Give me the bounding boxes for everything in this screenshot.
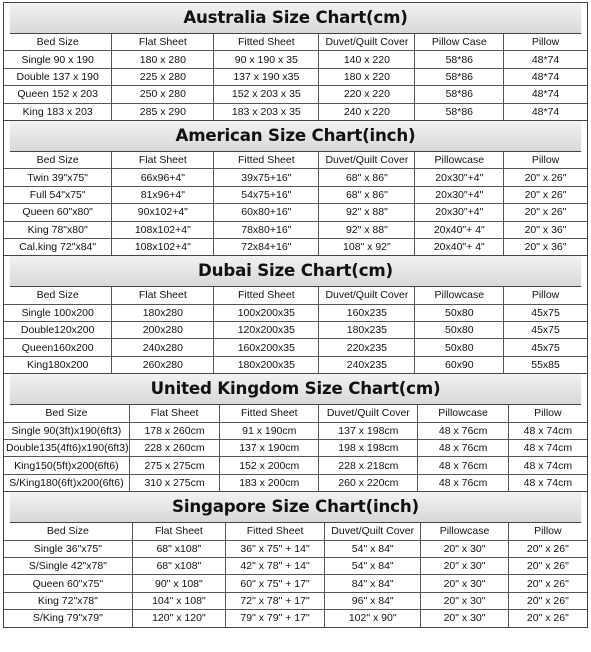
- table-row: [4, 610, 587, 627]
- table-cell: 48*74: [504, 51, 587, 68]
- table-header-row: [4, 523, 587, 540]
- table-row: [4, 169, 587, 186]
- table-cell: 137 x 198cm: [319, 422, 418, 439]
- table-cell: Single 36"x75": [4, 540, 132, 557]
- table-row: [4, 221, 587, 238]
- table-cell: 180x280: [112, 304, 214, 321]
- table-cell: King 183 x 203: [4, 103, 112, 120]
- table-cell: 60x90: [415, 356, 504, 373]
- size-table: [4, 523, 587, 626]
- table-cell: 48 x 74cm: [508, 474, 587, 491]
- table-cell: 54x75+16": [214, 186, 319, 203]
- table-cell: 260x280: [112, 356, 214, 373]
- table-row: [4, 304, 587, 321]
- table-cell: 92" x 88": [319, 204, 415, 221]
- table-cell: S/King180(6ft)x200(6ft6): [4, 474, 129, 491]
- table-cell: 20x30"+4": [415, 169, 504, 186]
- table-cell: 58*86: [415, 86, 504, 103]
- table-row: [4, 204, 587, 221]
- table-cell: 50x80: [415, 339, 504, 356]
- header-cell: Pillow: [504, 287, 587, 304]
- table-cell: 220x235: [319, 339, 415, 356]
- table-cell: 91 x 190cm: [220, 422, 319, 439]
- table-cell: 78x80+16": [214, 221, 319, 238]
- header-cell: Bed Size: [4, 523, 132, 540]
- header-cell: Fitted Sheet: [214, 287, 319, 304]
- header-cell: Fitted Sheet: [226, 523, 325, 540]
- american-size-chart: [3, 120, 588, 255]
- table-cell: 50x80: [415, 304, 504, 321]
- united-kingdom-size-chart: [3, 373, 588, 491]
- table-cell: Queen 60"x75": [4, 575, 132, 592]
- table-cell: 68" x 86": [319, 169, 415, 186]
- table-cell: 108x102+4": [112, 238, 214, 255]
- size-table: [4, 152, 587, 255]
- table-cell: King 78"x80": [4, 221, 112, 238]
- table-cell: 225 x 280: [112, 68, 214, 85]
- header-cell: Pillow: [508, 405, 587, 422]
- table-cell: 79" x 79" + 17": [226, 610, 325, 627]
- table-cell: 20" x 30": [421, 575, 508, 592]
- table-cell: 90" x 108": [132, 575, 225, 592]
- header-cell: Duvet/Quilt Cover: [319, 405, 418, 422]
- table-cell: 180 x 220: [319, 68, 415, 85]
- table-header-row: [4, 287, 587, 304]
- table-cell: 180x235: [319, 322, 415, 339]
- table-cell: 92" x 88": [319, 221, 415, 238]
- section-title: Australia Size Chart(cm): [10, 3, 581, 34]
- table-row: [4, 186, 587, 203]
- singapore-size-chart: [3, 491, 588, 627]
- table-cell: 48 x 74cm: [508, 422, 587, 439]
- table-cell: 54" x 84": [325, 557, 421, 574]
- table-cell: 20" x 36": [504, 221, 587, 238]
- table-cell: 68" x 86": [319, 186, 415, 203]
- table-cell: 285 x 290: [112, 103, 214, 120]
- table-cell: 45x75: [504, 322, 587, 339]
- table-cell: 228 x 218cm: [319, 457, 418, 474]
- header-cell: Bed Size: [4, 152, 112, 169]
- header-cell: Flat Sheet: [129, 405, 219, 422]
- header-cell: Bed Size: [4, 405, 129, 422]
- table-cell: 20" x 26": [508, 557, 587, 574]
- table-row: [4, 575, 587, 592]
- table-cell: 20" x 26": [508, 575, 587, 592]
- header-cell: Pillowcase: [415, 287, 504, 304]
- table-cell: 20" x 36": [504, 238, 587, 255]
- table-cell: 42" x 78" + 14": [226, 557, 325, 574]
- table-cell: 160x235: [319, 304, 415, 321]
- table-cell: 108" x 92": [319, 238, 415, 255]
- table-cell: Queen160x200: [4, 339, 112, 356]
- table-cell: Single 90 x 190: [4, 51, 112, 68]
- table-cell: Twin 39"x75": [4, 169, 112, 186]
- section-title: Dubai Size Chart(cm): [10, 256, 581, 287]
- table-row: [4, 356, 587, 373]
- table-cell: 178 x 260cm: [129, 422, 219, 439]
- table-cell: 48*74: [504, 86, 587, 103]
- table-cell: 48 x 74cm: [508, 440, 587, 457]
- table-cell: Full 54"x75": [4, 186, 112, 203]
- table-cell: 45x75: [504, 339, 587, 356]
- table-cell: King150(5ft)x200(6ft6): [4, 457, 129, 474]
- size-table: [4, 34, 587, 120]
- table-row: [4, 422, 587, 439]
- table-cell: 20" x 26": [508, 610, 587, 627]
- table-cell: Queen 60"x80": [4, 204, 112, 221]
- header-cell: Pillow: [504, 34, 587, 51]
- table-cell: 55x85: [504, 356, 587, 373]
- table-cell: 96" x 84": [325, 592, 421, 609]
- table-cell: 39x75+16": [214, 169, 319, 186]
- table-cell: 250 x 280: [112, 86, 214, 103]
- table-cell: 275 x 275cm: [129, 457, 219, 474]
- australia-size-chart: [3, 2, 588, 120]
- table-cell: 48 x 74cm: [508, 457, 587, 474]
- size-table: [4, 287, 587, 373]
- table-cell: 48 x 76cm: [418, 440, 508, 457]
- table-cell: 102" x 90": [325, 610, 421, 627]
- table-cell: 180x200x35: [214, 356, 319, 373]
- table-cell: 160x200x35: [214, 339, 319, 356]
- table-cell: 140 x 220: [319, 51, 415, 68]
- table-row: [4, 457, 587, 474]
- table-cell: 84" x 84": [325, 575, 421, 592]
- table-cell: King 72"x78": [4, 592, 132, 609]
- table-row: [4, 103, 587, 120]
- header-cell: Flat Sheet: [112, 34, 214, 51]
- table-cell: 58*86: [415, 103, 504, 120]
- table-cell: 48 x 76cm: [418, 474, 508, 491]
- table-cell: 90x102+4": [112, 204, 214, 221]
- table-cell: 137 x 190cm: [220, 440, 319, 457]
- table-cell: 72" x 78" + 17": [226, 592, 325, 609]
- table-cell: S/Single 42"x78": [4, 557, 132, 574]
- table-cell: 20x40"+ 4": [415, 221, 504, 238]
- header-cell: Flat Sheet: [132, 523, 225, 540]
- table-cell: 152 x 203 x 35: [214, 86, 319, 103]
- header-cell: Flat Sheet: [112, 287, 214, 304]
- table-row: [4, 238, 587, 255]
- table-cell: Double135(4ft6)x190(6ft3): [4, 440, 129, 457]
- table-row: [4, 68, 587, 85]
- header-cell: Fitted Sheet: [214, 152, 319, 169]
- table-cell: 104" x 108": [132, 592, 225, 609]
- table-cell: 68" x108": [132, 540, 225, 557]
- table-cell: Queen 152 x 203: [4, 86, 112, 103]
- header-cell: Duvet/Quilt Cover: [319, 34, 415, 51]
- section-title: Singapore Size Chart(inch): [10, 492, 581, 523]
- section-title: United Kingdom Size Chart(cm): [10, 374, 581, 405]
- table-row: [4, 474, 587, 491]
- table-cell: 50x80: [415, 322, 504, 339]
- table-cell: 72x84+16": [214, 238, 319, 255]
- table-cell: 260 x 220cm: [319, 474, 418, 491]
- table-cell: Double 137 x 190: [4, 68, 112, 85]
- table-row: [4, 540, 587, 557]
- table-cell: 60" x 75" + 17": [226, 575, 325, 592]
- table-cell: 20" x 30": [421, 557, 508, 574]
- table-cell: 54" x 84": [325, 540, 421, 557]
- table-header-row: [4, 152, 587, 169]
- table-row: [4, 51, 587, 68]
- header-cell: Pillow: [508, 523, 587, 540]
- table-cell: 220 x 220: [319, 86, 415, 103]
- table-cell: 68" x108": [132, 557, 225, 574]
- header-cell: Fitted Sheet: [220, 405, 319, 422]
- header-cell: Fitted Sheet: [214, 34, 319, 51]
- table-header-row: [4, 405, 587, 422]
- table-cell: 198 x 198cm: [319, 440, 418, 457]
- section-title: American Size Chart(inch): [10, 121, 581, 152]
- header-cell: Flat Sheet: [112, 152, 214, 169]
- table-row: [4, 322, 587, 339]
- table-cell: 20x40"+ 4": [415, 238, 504, 255]
- table-cell: 240x235: [319, 356, 415, 373]
- table-row: [4, 557, 587, 574]
- table-cell: Cal.king 72"x84": [4, 238, 112, 255]
- table-cell: 228 x 260cm: [129, 440, 219, 457]
- table-cell: 60x80+16": [214, 204, 319, 221]
- table-cell: 200x280: [112, 322, 214, 339]
- table-cell: 183 x 200cm: [220, 474, 319, 491]
- header-cell: Pillow: [504, 152, 587, 169]
- table-cell: 20" x 26": [504, 169, 587, 186]
- table-cell: S/King 79"x79": [4, 610, 132, 627]
- table-cell: 36" x 75" + 14": [226, 540, 325, 557]
- header-cell: Pillowcase: [418, 405, 508, 422]
- table-cell: 120x200x35: [214, 322, 319, 339]
- header-cell: Pillowcase: [421, 523, 508, 540]
- dubai-size-chart: [3, 255, 588, 373]
- table-cell: 20" x 26": [508, 540, 587, 557]
- table-cell: 48*74: [504, 103, 587, 120]
- size-table: [4, 405, 587, 491]
- header-cell: Pillow Case: [415, 34, 504, 51]
- table-cell: 48 x 76cm: [418, 457, 508, 474]
- table-cell: 100x200x35: [214, 304, 319, 321]
- table-row: [4, 440, 587, 457]
- table-cell: 58*86: [415, 68, 504, 85]
- table-cell: 20" x 30": [421, 540, 508, 557]
- table-cell: 20" x 30": [421, 592, 508, 609]
- table-row: [4, 339, 587, 356]
- header-cell: Duvet/Quilt Cover: [325, 523, 421, 540]
- table-cell: 45x75: [504, 304, 587, 321]
- table-cell: 20x30"+4": [415, 204, 504, 221]
- size-chart-document: [3, 2, 588, 628]
- table-cell: 240x280: [112, 339, 214, 356]
- table-row: [4, 86, 587, 103]
- table-cell: 20" x 26": [508, 592, 587, 609]
- table-cell: 137 x 190 x35: [214, 68, 319, 85]
- table-cell: 183 x 203 x 35: [214, 103, 319, 120]
- table-cell: 152 x 200cm: [220, 457, 319, 474]
- table-cell: 20" x 26": [504, 204, 587, 221]
- table-cell: 48*74: [504, 68, 587, 85]
- table-cell: 180 x 280: [112, 51, 214, 68]
- table-cell: King180x200: [4, 356, 112, 373]
- table-cell: 20" x 26": [504, 186, 587, 203]
- header-cell: Bed Size: [4, 34, 112, 51]
- table-cell: 66x96+4": [112, 169, 214, 186]
- header-cell: Duvet/Quilt Cover: [319, 152, 415, 169]
- table-cell: 90 x 190 x 35: [214, 51, 319, 68]
- table-cell: 240 x 220: [319, 103, 415, 120]
- table-row: [4, 592, 587, 609]
- table-cell: 310 x 275cm: [129, 474, 219, 491]
- table-cell: 20x30"+4": [415, 186, 504, 203]
- header-cell: Pillowcase: [415, 152, 504, 169]
- table-cell: 48 x 76cm: [418, 422, 508, 439]
- table-cell: Double120x200: [4, 322, 112, 339]
- table-cell: Single 100x200: [4, 304, 112, 321]
- table-cell: 58*86: [415, 51, 504, 68]
- header-cell: Bed Size: [4, 287, 112, 304]
- table-cell: 81x96+4": [112, 186, 214, 203]
- table-cell: Single 90(3ft)x190(6ft3): [4, 422, 129, 439]
- header-cell: Duvet/Quilt Cover: [319, 287, 415, 304]
- table-cell: 120" x 120": [132, 610, 225, 627]
- table-cell: 20" x 30": [421, 610, 508, 627]
- table-header-row: [4, 34, 587, 51]
- table-cell: 108x102+4": [112, 221, 214, 238]
